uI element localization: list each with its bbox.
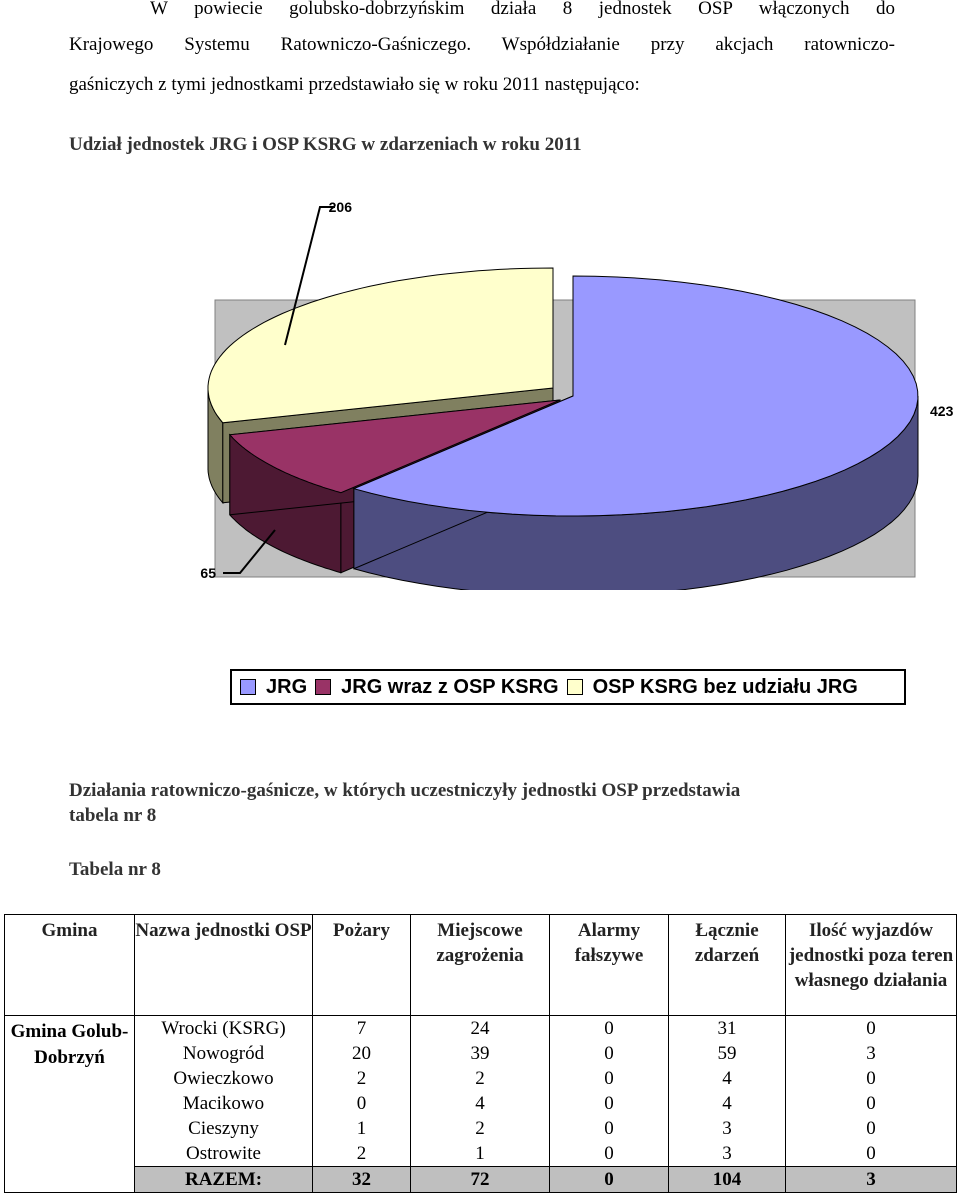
- total-pozary: 32: [313, 1167, 411, 1193]
- legend-swatch-jrg-osp: [315, 679, 331, 695]
- row-lacznie: 31: [669, 1016, 786, 1042]
- row-miejscowe: 1: [411, 1141, 550, 1167]
- total-label: RAZEM:: [135, 1167, 313, 1193]
- row-name: Macikowo: [135, 1091, 313, 1116]
- header-pozary: Pożary: [313, 915, 411, 1016]
- row-lacznie: 59: [669, 1041, 786, 1066]
- row-wyjazdy: 0: [786, 1016, 957, 1042]
- row-pozary: 20: [313, 1041, 411, 1066]
- intro-line-2: Krajowego Systemu Ratowniczo-Gaśniczego. Współdziałanie przy akcjach ratowniczo-: [69, 34, 895, 55]
- paragraph2-line-2: tabela nr 8: [69, 805, 157, 826]
- row-wyjazdy: 0: [786, 1141, 957, 1167]
- row-miejscowe: 2: [411, 1116, 550, 1141]
- row-name: Wrocki (KSRG): [135, 1016, 313, 1042]
- row-name: Cieszyny: [135, 1116, 313, 1141]
- pie-chart: [0, 180, 960, 590]
- row-pozary: 7: [313, 1016, 411, 1042]
- row-alarmy: 0: [550, 1066, 669, 1091]
- row-lacznie: 3: [669, 1116, 786, 1141]
- table-header-row: [5, 915, 957, 1016]
- chart-title: Udział jednostek JRG i OSP KSRG w zdarzeniach w roku 2011: [69, 134, 582, 155]
- row-pozary: 1: [313, 1116, 411, 1141]
- header-nazwa: Nazwa jednostki OSP: [135, 915, 313, 1016]
- total-alarmy: 0: [550, 1167, 669, 1193]
- data-table: [4, 914, 957, 1193]
- data-label-osp: 206: [328, 199, 352, 215]
- table-row: [5, 1041, 957, 1066]
- row-alarmy: 0: [550, 1091, 669, 1116]
- total-lacznie: 104: [669, 1167, 786, 1193]
- header-wyjazdy: Ilość wyjazdów jednostki poza teren własnego działania: [786, 915, 957, 1016]
- table-row: [5, 1141, 957, 1167]
- row-lacznie: 4: [669, 1066, 786, 1091]
- table-row: [5, 1066, 957, 1091]
- row-wyjazdy: 0: [786, 1091, 957, 1116]
- row-alarmy: 0: [550, 1041, 669, 1066]
- row-miejscowe: 4: [411, 1091, 550, 1116]
- row-name: Owieczkowo: [135, 1066, 313, 1091]
- row-alarmy: 0: [550, 1141, 669, 1167]
- row-pozary: 2: [313, 1066, 411, 1091]
- legend-swatch-osp: [567, 679, 583, 695]
- row-alarmy: 0: [550, 1016, 669, 1042]
- row-lacznie: 4: [669, 1091, 786, 1116]
- row-name: Ostrowite: [135, 1141, 313, 1167]
- header-miejscowe: Miejscowe zagrożenia: [411, 915, 550, 1016]
- table-total-row: [5, 1167, 957, 1193]
- row-lacznie: 3: [669, 1141, 786, 1167]
- paragraph2-line-1: Działania ratowniczo-gaśnicze, w których uczestniczyły jednostki OSP przedstawia: [69, 780, 741, 801]
- legend-label-jrg-osp: JRG wraz z OSP KSRG: [341, 675, 559, 698]
- intro-line-3: gaśniczych z tymi jednostkami przedstawiało się w roku 2011 następująco:: [69, 74, 640, 95]
- header-lacznie: Łącznie zdarzeń: [669, 915, 786, 1016]
- row-name: Nowogród: [135, 1041, 313, 1066]
- legend-item-jrg-osp: [315, 676, 558, 699]
- legend-label-osp: OSP KSRG bez udziału JRG: [592, 675, 858, 698]
- row-wyjazdy: 0: [786, 1116, 957, 1141]
- row-pozary: 0: [313, 1091, 411, 1116]
- row-pozary: 2: [313, 1141, 411, 1167]
- gmina-cell: Gmina Golub-Dobrzyń: [5, 1016, 135, 1193]
- row-miejscowe: 39: [411, 1041, 550, 1066]
- header-alarmy: Alarmy fałszywe: [550, 915, 669, 1016]
- row-wyjazdy: 3: [786, 1041, 957, 1066]
- legend-label-jrg: JRG: [266, 675, 308, 698]
- total-miejscowe: 72: [411, 1167, 550, 1193]
- table-row: [5, 1091, 957, 1116]
- legend-item-osp: [567, 676, 858, 699]
- header-gmina: Gmina: [5, 915, 135, 1016]
- intro-line-1: W powiecie golubsko-dobrzyńskim działa 8 jednostek OSP włączonych do: [150, 0, 895, 19]
- chart-legend: [230, 669, 906, 705]
- row-miejscowe: 24: [411, 1016, 550, 1042]
- table-row: [5, 1116, 957, 1141]
- table-row: [5, 1016, 957, 1042]
- row-miejscowe: 2: [411, 1066, 550, 1091]
- legend-item-jrg: [240, 676, 307, 699]
- data-label-jrg-osp: 65: [200, 565, 216, 581]
- data-label-jrg: 423: [930, 403, 954, 419]
- row-wyjazdy: 0: [786, 1066, 957, 1091]
- total-wyjazdy: 3: [786, 1167, 957, 1193]
- legend-swatch-jrg: [240, 679, 256, 695]
- row-alarmy: 0: [550, 1116, 669, 1141]
- table-caption: Tabela nr 8: [69, 859, 161, 880]
